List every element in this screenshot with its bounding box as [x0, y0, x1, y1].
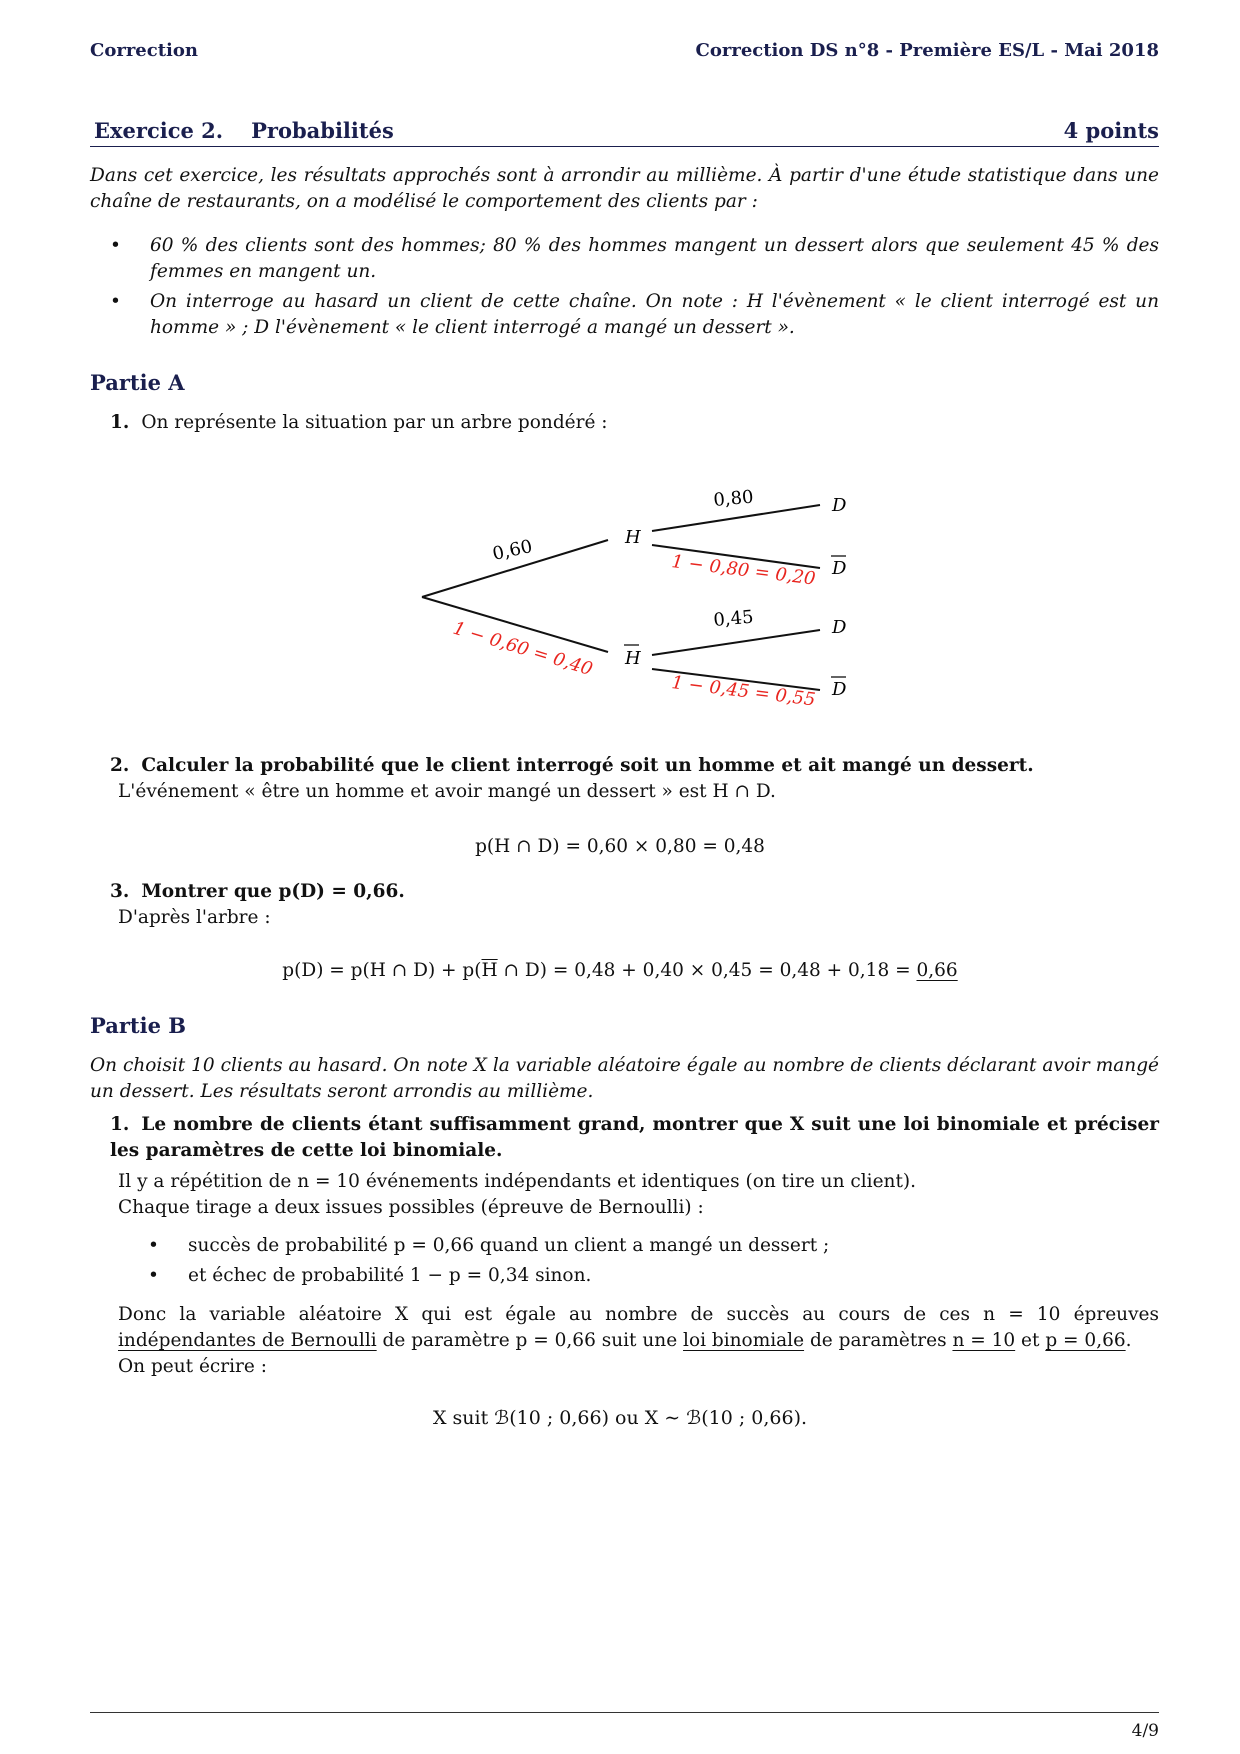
b-q1-bullet-text: et échec de probabilité 1 − p = 0,34 sinon. — [188, 1265, 592, 1286]
q3-formula — [0, 958, 1240, 984]
b-q1-number: 1. — [110, 1114, 130, 1135]
b-q1-bullet: • succès de probabilité p = 0,66 quand un client a mangé un dessert ; — [148, 1235, 830, 1256]
b-q1-conclusion — [118, 1302, 1159, 1354]
q1-text: On représente la situation par un arbre pondéré : — [141, 412, 608, 433]
b-q1-bullet-text: succès de probabilité p = 0,66 quand un client a mangé un dessert ; — [188, 1235, 830, 1256]
leaf-dbar-1: D — [832, 558, 847, 579]
leaf-d-2: D — [832, 617, 847, 638]
intro-bullet-text: On interroge au hasard un client de cette chaîne. On note : H l'évènement « le client interrogé est un homme » ; D l'évènement « le client interrogé a mangé un dessert ». — [150, 291, 1159, 338]
q3-formula-lhs: p(D) = p(H ∩ D) + p( — [282, 960, 482, 981]
label-p-h: 0,60 — [490, 536, 535, 565]
b-q1-question: Le nombre de clients étant suffisamment grand, montrer que X suit une loi binomiale et préciser les paramètres de cette loi binomiale. — [110, 1114, 1159, 1161]
conclusion-underline-3: n = 10 — [952, 1330, 1016, 1351]
label-p-d-hbar: 0,45 — [712, 606, 755, 631]
label-p-dbar-hbar: 1 − 0,45 = 0,55 — [670, 672, 817, 711]
label-p-hbar: 1 − 0,60 = 0,40 — [450, 617, 596, 681]
b-q1-line1: Il y a répétition de n = 10 événements indépendants et identiques (on tire un client). — [118, 1171, 916, 1192]
header-right: Correction DS n°8 - Première ES/L - Mai 2018 — [695, 40, 1159, 61]
b-q1-write: On peut écrire : — [118, 1356, 267, 1377]
conclusion-a: Donc la variable aléatoire X qui est égale au nombre de succès au cours de ces n = 10 épreuves — [118, 1304, 1159, 1325]
conclusion-underline-1: indépendantes de Bernoulli — [118, 1330, 377, 1351]
b-q1-final-formula: X suit ℬ(10 ; 0,66) ou X ∼ ℬ(10 ; 0,66). — [432, 1407, 808, 1429]
probability-tree — [0, 0, 1240, 760]
label-p-d-h: 0,80 — [712, 486, 755, 511]
part-b-intro: On choisit 10 clients au hasard. On note X la variable aléatoire égale au nombre de clients déclarant avoir mangé un dessert. Les résultats seront arrondis au millième. — [90, 1055, 1159, 1102]
part-a-q2 — [110, 753, 1159, 779]
exercise-label: Exercice 2. — [94, 118, 224, 143]
exercise-points: 4 points — [1063, 118, 1159, 143]
intro-bullet-text: 60 % des clients sont des hommes; 80 % des hommes mangent un dessert alors que seulement 45 % des femmes en mangent un. — [150, 235, 1159, 282]
q2-number: 2. — [110, 755, 130, 776]
leaf-d-1: D — [832, 495, 847, 516]
b-q1-bullet: • et échec de probabilité 1 − p = 0,34 sinon. — [148, 1265, 592, 1286]
node-h: H — [625, 527, 641, 548]
node-hbar: H — [625, 648, 641, 669]
intro-bullet: • On interroge au hasard un client de cette chaîne. On note : H l'évènement « le client interrogé est un homme » ; D l'évènement « le client interrogé a mangé un dessert ». — [110, 291, 1159, 338]
intro-bullet: • 60 % des clients sont des hommes; 80 % des hommes mangent un dessert alors que seulement 45 % des femmes en mangent un. — [110, 235, 1159, 282]
part-b-title: Partie B — [90, 1013, 186, 1038]
q2-answer: L'événement « être un homme et avoir mangé un dessert » est H ∩ D. — [118, 781, 776, 802]
q2-question: Calculer la probabilité que le client interrogé soit un homme et ait mangé un dessert. — [141, 755, 1034, 776]
leaf-dbar-2: D — [832, 679, 847, 700]
conclusion-e: . — [1125, 1330, 1132, 1351]
q3-answer: D'après l'arbre : — [118, 907, 271, 928]
branch-hbar-d — [652, 630, 820, 655]
q3-formula-result: 0,66 — [916, 960, 958, 981]
part-b-q1 — [110, 1112, 1159, 1164]
part-a-q3 — [110, 879, 405, 905]
label-p-dbar-h: 1 − 0,80 = 0,20 — [670, 551, 817, 590]
conclusion-c: de paramètres — [804, 1330, 953, 1351]
q3-formula-hbar: $\overline{H}$ — [481, 960, 498, 981]
intro-text: Dans cet exercice, les résultats approchés sont à arrondir au millième. À partir d'une étude statistique dans une chaîne de restaurants, on a modélisé le comportement des clients par : — [90, 165, 1159, 212]
q3-number: 3. — [110, 881, 130, 902]
conclusion-underline-2: loi binomiale — [683, 1330, 805, 1351]
b-q1-line2: Chaque tirage a deux issues possibles (épreuve de Bernoulli) : — [118, 1197, 704, 1218]
footer-rule — [90, 1712, 1159, 1713]
q3-formula-mid: ∩ D) = 0,48 + 0,40 × 0,45 = 0,48 + 0,18 = — [497, 960, 917, 981]
header-left: Correction — [90, 40, 198, 61]
part-a-title: Partie A — [90, 370, 185, 395]
b-q1-bullets — [148, 1233, 1159, 1293]
conclusion-d: et — [1015, 1330, 1046, 1351]
q2-formula: p(H ∩ D) = 0,60 × 0,80 = 0,48 — [475, 836, 765, 857]
conclusion-b: de paramètre p = 0,66 suit une — [376, 1330, 684, 1351]
exercise-subject: Probabilités — [251, 118, 394, 143]
page-number: 4/9 — [1131, 1721, 1159, 1741]
q3-question: Montrer que p(D) = 0,66. — [141, 881, 405, 902]
q1-number: 1. — [110, 412, 130, 433]
conclusion-underline-4: p = 0,66 — [1045, 1330, 1126, 1351]
